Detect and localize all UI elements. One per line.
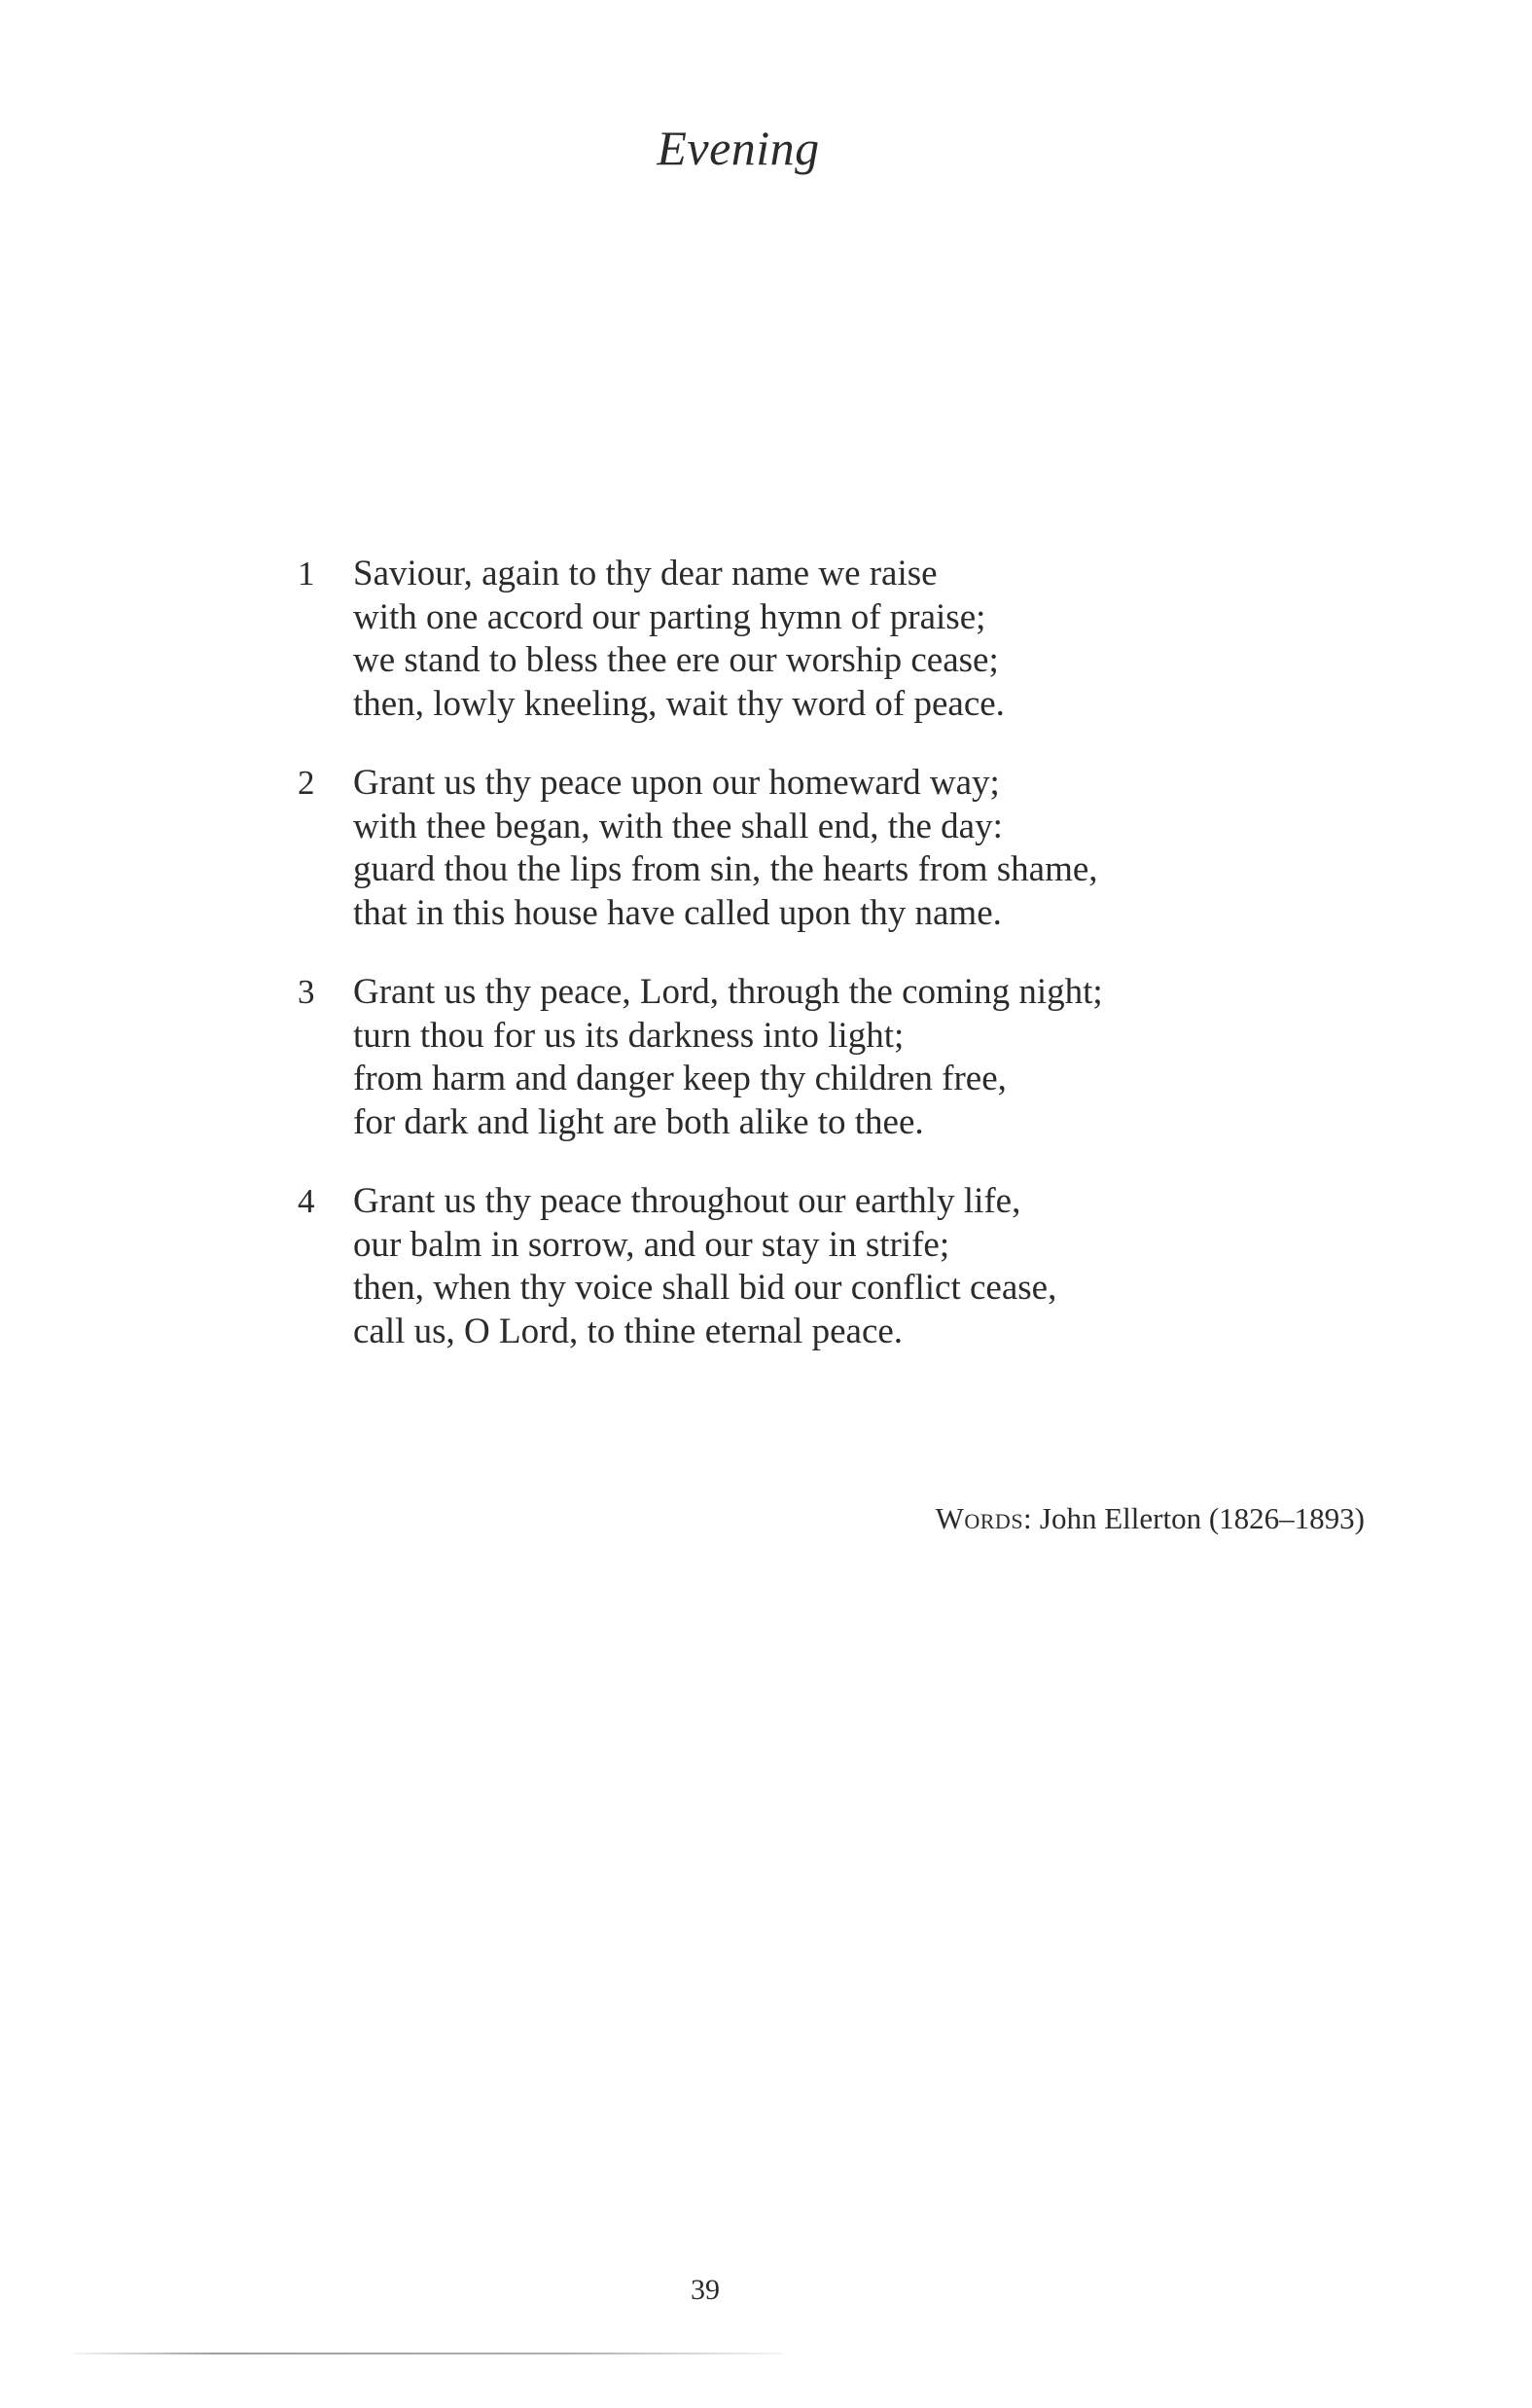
verse-line: that in this house have called upon thy name. bbox=[353, 892, 1002, 933]
verse-line: Grant us thy peace upon our homeward way; bbox=[353, 763, 1000, 803]
verse-line: Grant us thy peace throughout our earthly life, bbox=[353, 1181, 1021, 1221]
hymn-text bbox=[298, 553, 1270, 1389]
verse-lines bbox=[353, 553, 1270, 726]
verse-number: 4 bbox=[298, 1182, 315, 1220]
verse-line: then, lowly kneeling, wait thy word of peace. bbox=[353, 683, 1005, 724]
scan-edge-line bbox=[73, 2353, 783, 2354]
verse-1 bbox=[298, 553, 1270, 726]
verse-line: from harm and danger keep thy children free, bbox=[353, 1059, 1007, 1098]
verse-line: we stand to bless thee ere our worship cease; bbox=[353, 640, 999, 680]
verse-line: our balm in sorrow, and our stay in strife; bbox=[353, 1224, 950, 1265]
verse-number: 2 bbox=[298, 764, 315, 802]
verse-line: for dark and light are both alike to thee. bbox=[353, 1101, 924, 1142]
verse-line: call us, O Lord, to thine eternal peace. bbox=[353, 1311, 904, 1351]
verse-line: Saviour, again to thy dear name we raise bbox=[353, 554, 938, 593]
page-number: 39 bbox=[691, 2274, 720, 2306]
verse-3 bbox=[298, 971, 1270, 1144]
verse-line: with thee began, with thee shall end, the day: bbox=[353, 806, 1003, 846]
verse-line: turn thou for us its darkness into light; bbox=[353, 1015, 905, 1056]
page-title: Evening bbox=[657, 121, 820, 175]
verse-line: then, when thy voice shall bid our conflict cease, bbox=[353, 1268, 1057, 1308]
verse-number: 1 bbox=[298, 555, 315, 593]
verse-lines bbox=[353, 1180, 1270, 1353]
attribution-author: John Ellerton (1826–1893) bbox=[1039, 1501, 1365, 1535]
verse-line: with one accord our parting hymn of praise; bbox=[353, 596, 986, 637]
verse-line: guard thou the lips from sin, the hearts from shame, bbox=[353, 849, 1098, 889]
verse-number: 3 bbox=[298, 973, 315, 1011]
verse-2 bbox=[298, 762, 1270, 935]
verse-lines bbox=[353, 762, 1270, 935]
verse-lines bbox=[353, 971, 1270, 1144]
attribution-label: Words: bbox=[935, 1501, 1033, 1535]
words-attribution bbox=[936, 1499, 1365, 1538]
verse-4 bbox=[298, 1180, 1270, 1353]
verse-line: Grant us thy peace, Lord, through the coming night; bbox=[353, 972, 1103, 1012]
